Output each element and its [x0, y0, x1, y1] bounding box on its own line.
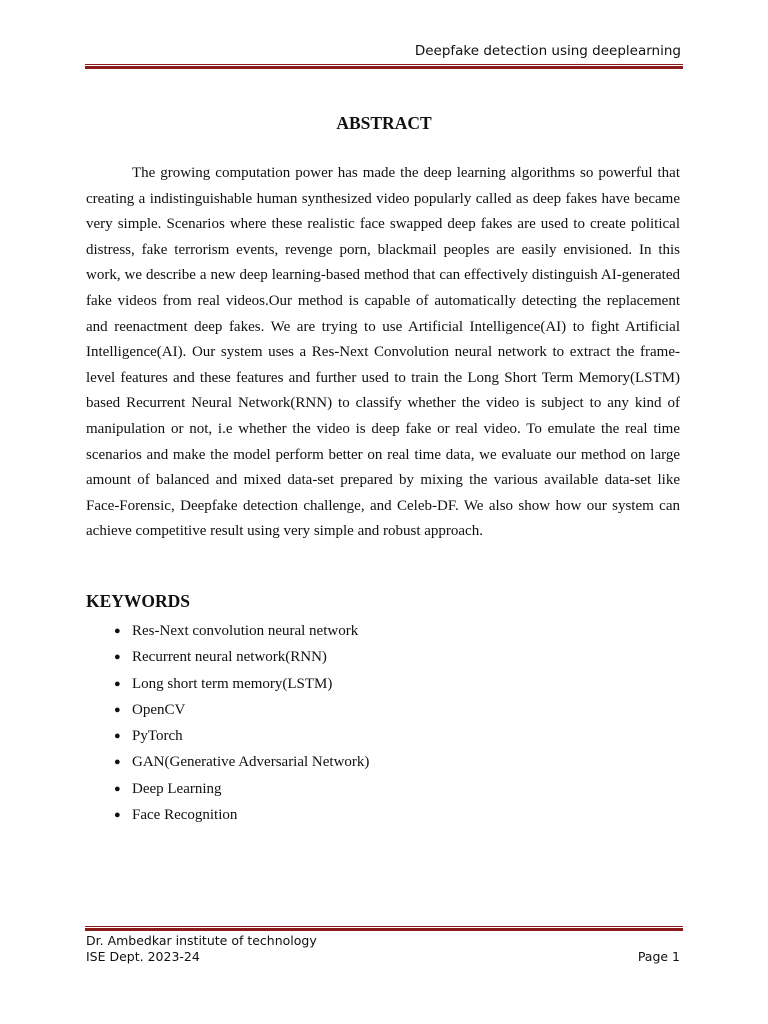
footer-rule-thin: [85, 926, 683, 927]
header-rule-thick: [85, 66, 683, 69]
list-item: [86, 697, 680, 723]
list-item: [86, 749, 680, 775]
bullet-icon: ●: [114, 703, 121, 716]
page-number: Page 1: [637, 949, 680, 964]
abstract-heading: ABSTRACT: [336, 113, 432, 133]
list-item: [86, 618, 680, 644]
bullet-icon: ●: [114, 782, 121, 795]
keyword-list: [86, 618, 680, 828]
footer-rule-thick: [85, 928, 683, 931]
abstract-paragraph: The growing computation power has made the deep learning algorithms so powerful that creating a indistinguishable human synthesized video popularly called as deep fakes have became very simple. Scenarios where these realistic face swapped deep fakes are used to create political distress, fake terrorism events, revenge porn, blackmail peoples are easily envisioned. In this work, we describe a new deep learning-based method that can effectively distinguish AI-generated fake videos from real videos.Our method is capable of automatically detecting the replacement and reenactment deep fakes. We are trying to use Artificial Intelligence(AI) to fight Artificial Intelligence(AI). Our system uses a Res-Next Convolution neural network to extract the frame-level features and these features and further used to train the Long Short Term Memory(LSTM) based Recurrent Neural Network(RNN) to classify whether the video is subject to any kind of manipulation or not, i.e whether the video is deep fake or real video. To emulate the real time scenarios and make the model perform better on real time data, we evaluate our method on large amount of balanced and mixed data-set prepared by mixing the various available data-set like Face-Forensic, Deepfake detection challenge, and Celeb-DF. We also show how our system can achieve competitive result using very simple and robust approach.: [86, 165, 680, 540]
list-item: [86, 802, 680, 828]
bullet-icon: ●: [114, 677, 121, 690]
bullet-icon: ●: [114, 809, 121, 822]
list-item: [86, 723, 680, 749]
bullet-icon: ●: [114, 730, 121, 743]
bullet-icon: ●: [114, 625, 121, 637]
bullet-icon: ●: [114, 651, 121, 664]
keyword-label: Face Recognition: [132, 807, 238, 824]
header-rule-thin: [85, 64, 683, 65]
list-item: [86, 644, 680, 670]
keywords-heading: KEYWORDS: [86, 591, 191, 611]
list-item: [86, 776, 680, 802]
footer-department: ISE Dept. 2023-24: [86, 949, 200, 964]
footer-left: [86, 933, 317, 965]
keyword-label: Recurrent neural network(RNN): [132, 649, 327, 666]
running-header: Deepfake detection using deeplearning: [414, 43, 681, 59]
keyword-label: GAN(Generative Adversarial Network): [132, 754, 370, 771]
keyword-label: Res-Next convolution neural network: [132, 623, 359, 639]
keyword-label: Deep Learning: [132, 780, 222, 797]
list-item: [86, 671, 680, 697]
bullet-icon: ●: [114, 756, 121, 769]
keyword-label: Long short term memory(LSTM): [132, 675, 333, 692]
keyword-label: OpenCV: [132, 701, 186, 718]
keyword-label: PyTorch: [132, 728, 183, 745]
footer-institute: Dr. Ambedkar institute of technology: [86, 933, 317, 948]
